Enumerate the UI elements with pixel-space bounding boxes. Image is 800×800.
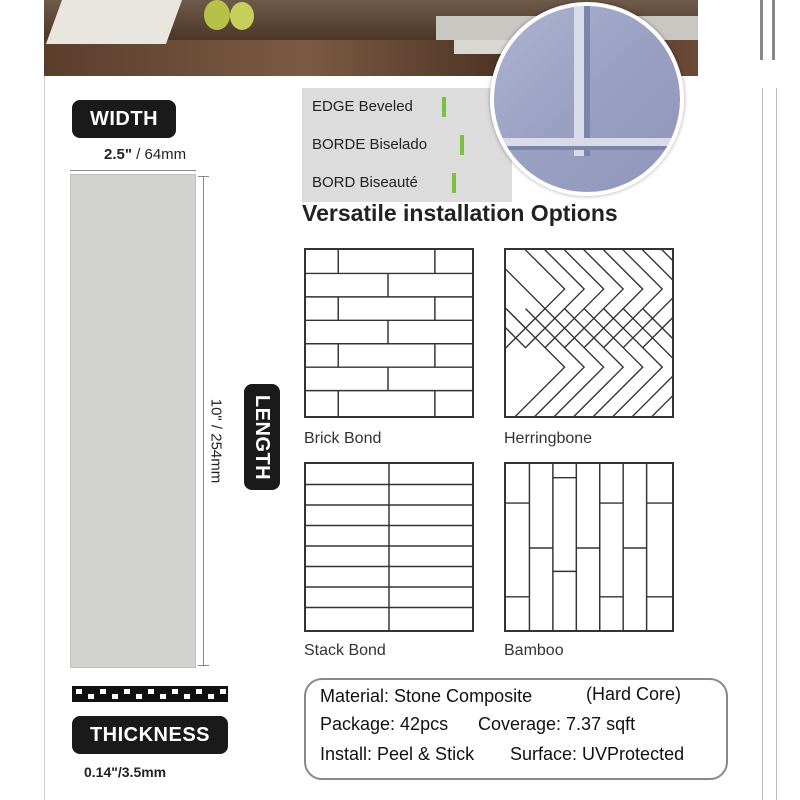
- spec-package: Package: 42pcs: [320, 714, 449, 734]
- herringbone-pattern: [504, 248, 674, 418]
- green-marker: [452, 173, 456, 193]
- frame-line: [772, 0, 775, 60]
- specifications-box: [304, 678, 728, 780]
- tile-sample: [70, 174, 196, 668]
- thickness-sample: [72, 686, 228, 702]
- stack-bond-pattern: [304, 462, 474, 632]
- installation-title: Versatile installation Options: [302, 200, 618, 226]
- width-mm: / 64mm: [131, 146, 187, 163]
- frame-line: [776, 88, 777, 800]
- width-dimension: [104, 146, 186, 163]
- spec-surface: Surface: UVProtected: [510, 744, 685, 764]
- width-inch: 2.5": [104, 146, 132, 163]
- pattern-label-stack-bond: Stack Bond: [304, 642, 386, 659]
- width-arrow: [70, 170, 196, 171]
- edge-item-fr: BORD Biseauté: [312, 174, 418, 191]
- bevel-detail-magnifier: [490, 2, 684, 196]
- frame-line: [44, 76, 45, 800]
- edge-info-box: [302, 88, 512, 202]
- spec-coverage: Coverage: 7.37 sqft: [478, 714, 636, 734]
- spec-core: (Hard Core): [586, 684, 682, 704]
- pattern-label-bamboo: Bamboo: [504, 642, 564, 659]
- length-label: LENGTH: [244, 384, 280, 490]
- green-marker: [460, 135, 464, 155]
- frame-line: [762, 88, 763, 800]
- thickness-label: THICKNESS: [72, 716, 228, 754]
- bamboo-pattern: [504, 462, 674, 632]
- pattern-label-herringbone: Herringbone: [504, 430, 593, 447]
- brick-bond-pattern: [304, 248, 474, 418]
- edge-item-en: EDGE Beveled: [312, 98, 413, 115]
- green-marker: [442, 97, 446, 117]
- width-label: WIDTH: [72, 100, 176, 138]
- spec-install: Install: Peel & Stick: [320, 744, 475, 764]
- frame-line: [760, 0, 763, 60]
- length-dimension: 10" / 254mm: [207, 398, 225, 484]
- thickness-dimension: 0.14"/3.5mm: [84, 764, 167, 780]
- edge-item-es: BORDE Biselado: [312, 136, 428, 153]
- spec-material: Material: Stone Composite: [320, 686, 533, 706]
- pattern-label-brick-bond: Brick Bond: [304, 430, 382, 447]
